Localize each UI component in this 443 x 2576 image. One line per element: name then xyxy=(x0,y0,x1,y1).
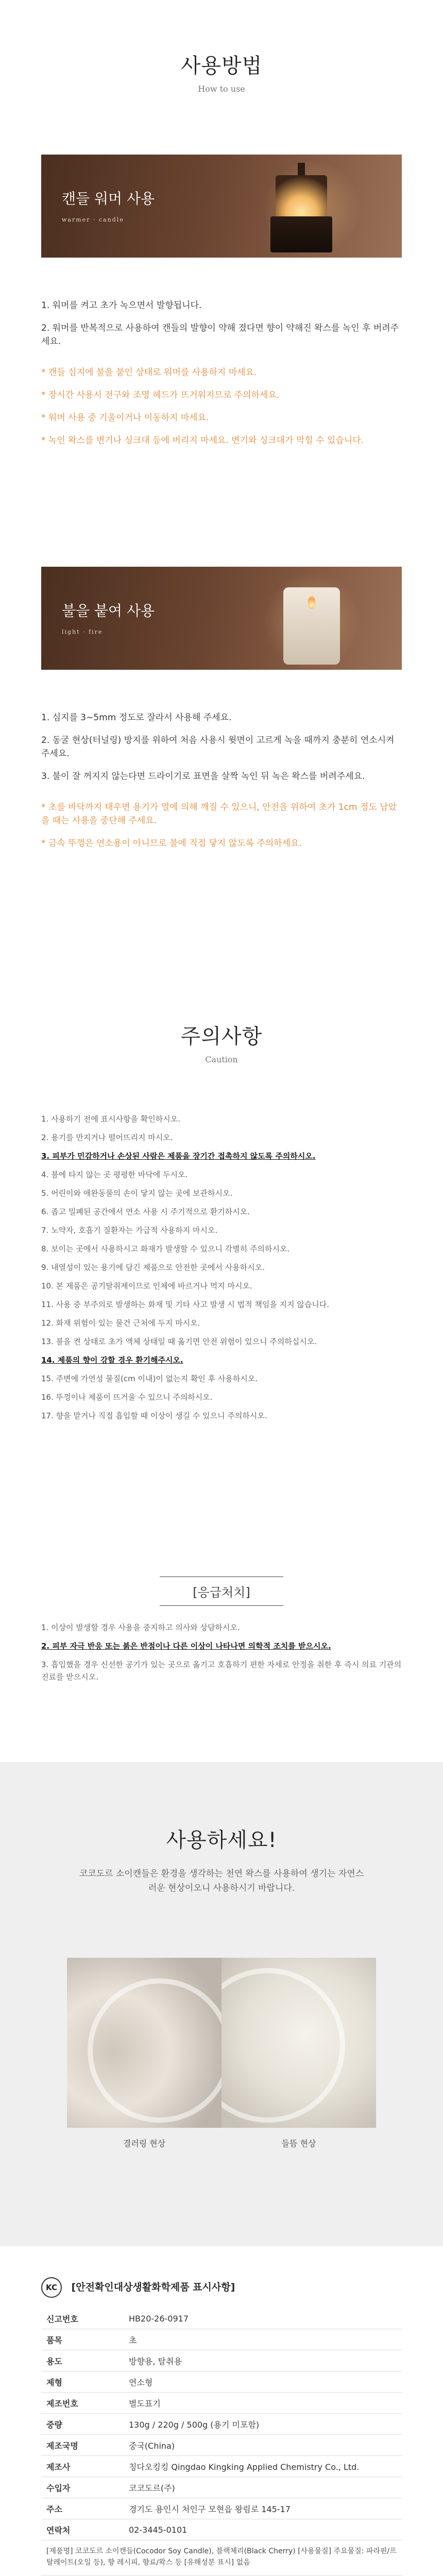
fire-banner xyxy=(41,567,402,670)
warmer-step: 1. 워머를 켜고 초가 녹으면서 발향됩니다. xyxy=(41,300,202,311)
safety-row-key: 제조사 xyxy=(41,2456,124,2477)
caution-item: 15. 주변에 가연성 물질(cm 이내)이 없는지 확인 후 사용하시오. xyxy=(41,1374,258,1383)
photo-wetspot xyxy=(222,1958,376,2128)
warmer-banner xyxy=(41,155,402,258)
safety-row-value: 칭다오킹킹 Qingdao Kingking Applied Chemistry Co., Ltd. xyxy=(124,2456,402,2477)
product-ingredient-block: [제품명] 코코도르 소이캔들(Cocodor Soy Candle), 블랙체리(Black Cherry) [사용물질] 주요물질: 파라핀/프탈레이트(오일 등), 향 레시피, 향료/왁스 등 [유해성분 표시] 없음 xyxy=(41,2540,402,2576)
caution-list xyxy=(0,1113,443,1577)
warmer-note: * 캔들 심지에 불을 붙인 상태로 워머를 사용하지 마세요. xyxy=(41,367,257,378)
safety-row-value: 방향용, 탈취용 xyxy=(124,2350,402,2371)
emergency-item: 1. 이상이 발생할 경우 사용을 중지하고 의사와 상담하시오. xyxy=(41,1623,240,1632)
caution-item: 2. 용기를 만지거나 떨어뜨리지 마시오. xyxy=(41,1133,173,1142)
warmer-lamp-shade xyxy=(276,175,327,216)
warmer-banner-title: 캔들 워머 사용 xyxy=(62,190,155,207)
safety-row xyxy=(41,2477,402,2498)
safety-table xyxy=(41,2308,402,2540)
caution-item: 3. 피부가 민감하거나 손상된 사람은 제품을 장기간 접촉하지 않도록 주의하시오. xyxy=(41,1151,316,1161)
fire-step: 3. 불이 잘 꺼지지 않는다면 드라이기로 표면을 살짝 녹인 뒤 녹은 왁스를 버려주세요. xyxy=(41,771,365,782)
safety-row-value: HB20-26-0917 xyxy=(124,2308,402,2329)
fire-banner-title: 불을 붙여 사용 xyxy=(62,602,155,619)
warmer-note: * 녹인 왁스를 변기나 싱크대 등에 버리지 마세요. 변기와 싱크대가 막힐 수 있습니다. xyxy=(41,435,364,446)
fire-note: * 초를 바닥까지 태우면 용기가 열에 의해 깨질 수 있으니, 안전을 위하여 초가 1cm 정도 남았을 때는 사용을 중단해 주세요. xyxy=(41,802,397,826)
caution-item: 14. 제품의 향이 강할 경우 환기해주시오. xyxy=(41,1355,183,1365)
howto-title: 사용방법 xyxy=(180,54,263,78)
caution-item: 13. 불을 켠 상태로 초가 액체 상태일 때 옮기면 안전 위험이 있으니 주의하십시오. xyxy=(41,1337,317,1346)
safety-row-value: 02-3445-0101 xyxy=(124,2519,402,2540)
safety-row-key: 신고번호 xyxy=(41,2308,124,2329)
safety-row xyxy=(41,2414,402,2435)
fire-banner-sub: light · fire xyxy=(62,629,103,635)
caution-item: 17. 향을 맡거나 직접 흡입할 때 이상이 생길 수 있으니 주의하시오. xyxy=(41,1411,267,1420)
caution-item: 12. 화재 위험이 있는 물건 근처에 두지 마시오. xyxy=(41,1318,200,1328)
photo-frosting xyxy=(67,1958,222,2128)
reassure-text: 코코도르 소이캔들은 환경을 생각하는 천연 왁스를 사용하여 생기는 자연스러운 현상이오니 사용하시기 바랍니다. xyxy=(79,1869,364,1893)
warmer-note: * 장시간 사용시 전구와 조명 헤드가 뜨거워지므로 주의하세요. xyxy=(41,390,280,400)
safety-row-value: 130g / 220g / 500g (용기 미포함) xyxy=(124,2414,402,2435)
howto-subtitle: How to use xyxy=(198,84,245,94)
safety-row xyxy=(41,2350,402,2371)
safety-row xyxy=(41,2371,402,2393)
safety-row xyxy=(41,2329,402,2350)
emergency-title: [응급처치] xyxy=(160,1577,283,1606)
reassure-section xyxy=(0,1762,443,2246)
safety-row-key: 제조번호 xyxy=(41,2393,124,2414)
caution-item: 8. 보이는 곳에서 사용하시고 화재가 발생할 수 있으니 각별히 주의하시오. xyxy=(41,1244,290,1253)
safety-row xyxy=(41,2456,402,2477)
caution-subtitle: Caution xyxy=(205,1055,238,1064)
caution-item: 1. 사용하기 전에 표시사항을 확인하시오. xyxy=(41,1114,180,1124)
caution-title: 주의사항 xyxy=(180,1025,263,1048)
warmer-steps xyxy=(0,278,443,567)
fire-step: 1. 심지를 3~5mm 정도로 잘라서 사용해 주세요. xyxy=(41,713,232,723)
safety-row-key: 품목 xyxy=(41,2329,124,2350)
caution-item: 10. 본 제품은 공기탈취제이므로 인체에 바르거나 먹지 마시오. xyxy=(41,1281,252,1291)
safety-row-value: 별도표기 xyxy=(124,2393,402,2414)
safety-row-key: 수입자 xyxy=(41,2477,124,2498)
safety-heading: [안전확인대상생활화학제품 표시사항] xyxy=(71,2281,235,2293)
caution-item: 4. 불에 타지 않는 곳 평평한 바닥에 두시오. xyxy=(41,1170,188,1179)
warmer-banner-section xyxy=(0,155,443,278)
warmer-lamp-base xyxy=(270,216,332,252)
candle-flame xyxy=(308,596,315,609)
caution-item: 16. 뚜껑이나 제품이 뜨거울 수 있으니 주의하시오. xyxy=(41,1393,213,1402)
emergency-item: 3. 흡입했을 경우 신선한 공기가 있는 곳으로 옮기고 호흡하기 편한 자세로 안정을 취한 후 즉시 의료 기관의 진료를 받으시오. xyxy=(41,1660,402,1682)
reassure-title: 사용하세요! xyxy=(166,1828,277,1852)
fire-step: 2. 동굴 현상(터널링) 방지를 위하여 처음 사용시 윗면이 고르게 녹을 때까지 충분히 연소시켜 주세요. xyxy=(41,735,395,759)
caution-item: 11. 사용 중 부주의로 발생하는 화재 및 기타 사고 발생 시 법적 책임을 지지 않습니다. xyxy=(41,1300,330,1309)
safety-row-value: 경기도 용인시 처인구 모현읍 왕림로 145-17 xyxy=(124,2498,402,2519)
safety-row-key: 중량 xyxy=(41,2414,124,2435)
photo-left-caption: 결러링 현상 xyxy=(123,2139,166,2148)
safety-row-key: 용도 xyxy=(41,2350,124,2371)
kc-cert-icon: KC xyxy=(41,2277,62,2298)
safety-row xyxy=(41,2308,402,2329)
safety-row xyxy=(41,2435,402,2456)
caution-header xyxy=(0,958,443,1113)
warmer-step: 2. 워머를 반복적으로 사용하여 캔들의 발향이 약해 졌다면 향이 약해진 왁스를 녹인 후 버려주세요. xyxy=(41,323,399,347)
fire-note: * 금속 뚜껑은 연소용이 아니므로 불에 직접 닿지 않도록 주의하세요. xyxy=(41,838,302,849)
safety-row-key: 제형 xyxy=(41,2371,124,2393)
caution-item: 5. 어린이와 애완동물의 손이 닿지 않는 곳에 보관하시오. xyxy=(41,1189,233,1198)
warmer-note: * 워머 사용 중 기울이거나 이동하지 마세요. xyxy=(41,413,209,423)
emergency-section xyxy=(0,1577,443,1762)
safety-row-value: 코코도르(주) xyxy=(124,2477,402,2498)
safety-row-value: 연소형 xyxy=(124,2371,402,2393)
safety-row-value: 초 xyxy=(124,2329,402,2350)
safety-section xyxy=(0,2246,443,2576)
safety-row xyxy=(41,2498,402,2519)
safety-row-key: 주소 xyxy=(41,2498,124,2519)
fire-steps xyxy=(0,690,443,958)
photo-right-caption: 들뜸 현상 xyxy=(281,2139,316,2148)
fire-banner-section xyxy=(0,567,443,690)
warmer-banner-sub: warmer · candle xyxy=(62,216,124,223)
caution-item: 9. 내열성이 있는 용기에 담긴 제품으로 안전한 곳에서 사용하시오. xyxy=(41,1263,265,1272)
caution-item: 6. 좁고 밀폐된 공간에서 연소 사용 시 주기적으로 환기하시오. xyxy=(41,1207,250,1216)
caution-item: 7. 노약자, 호흡기 질환자는 가급적 사용하지 마시오. xyxy=(41,1226,218,1235)
safety-row-value: 중국(China) xyxy=(124,2435,402,2456)
howto-section xyxy=(0,0,443,155)
safety-row-key: 연락처 xyxy=(41,2519,124,2540)
safety-row xyxy=(41,2519,402,2540)
safety-row-key: 제조국명 xyxy=(41,2435,124,2456)
safety-row xyxy=(41,2393,402,2414)
emergency-item: 2. 피부 자극 반응 또는 붉은 반점이나 다른 이상이 나타나면 의학적 조치를 받으시오. xyxy=(41,1641,331,1651)
